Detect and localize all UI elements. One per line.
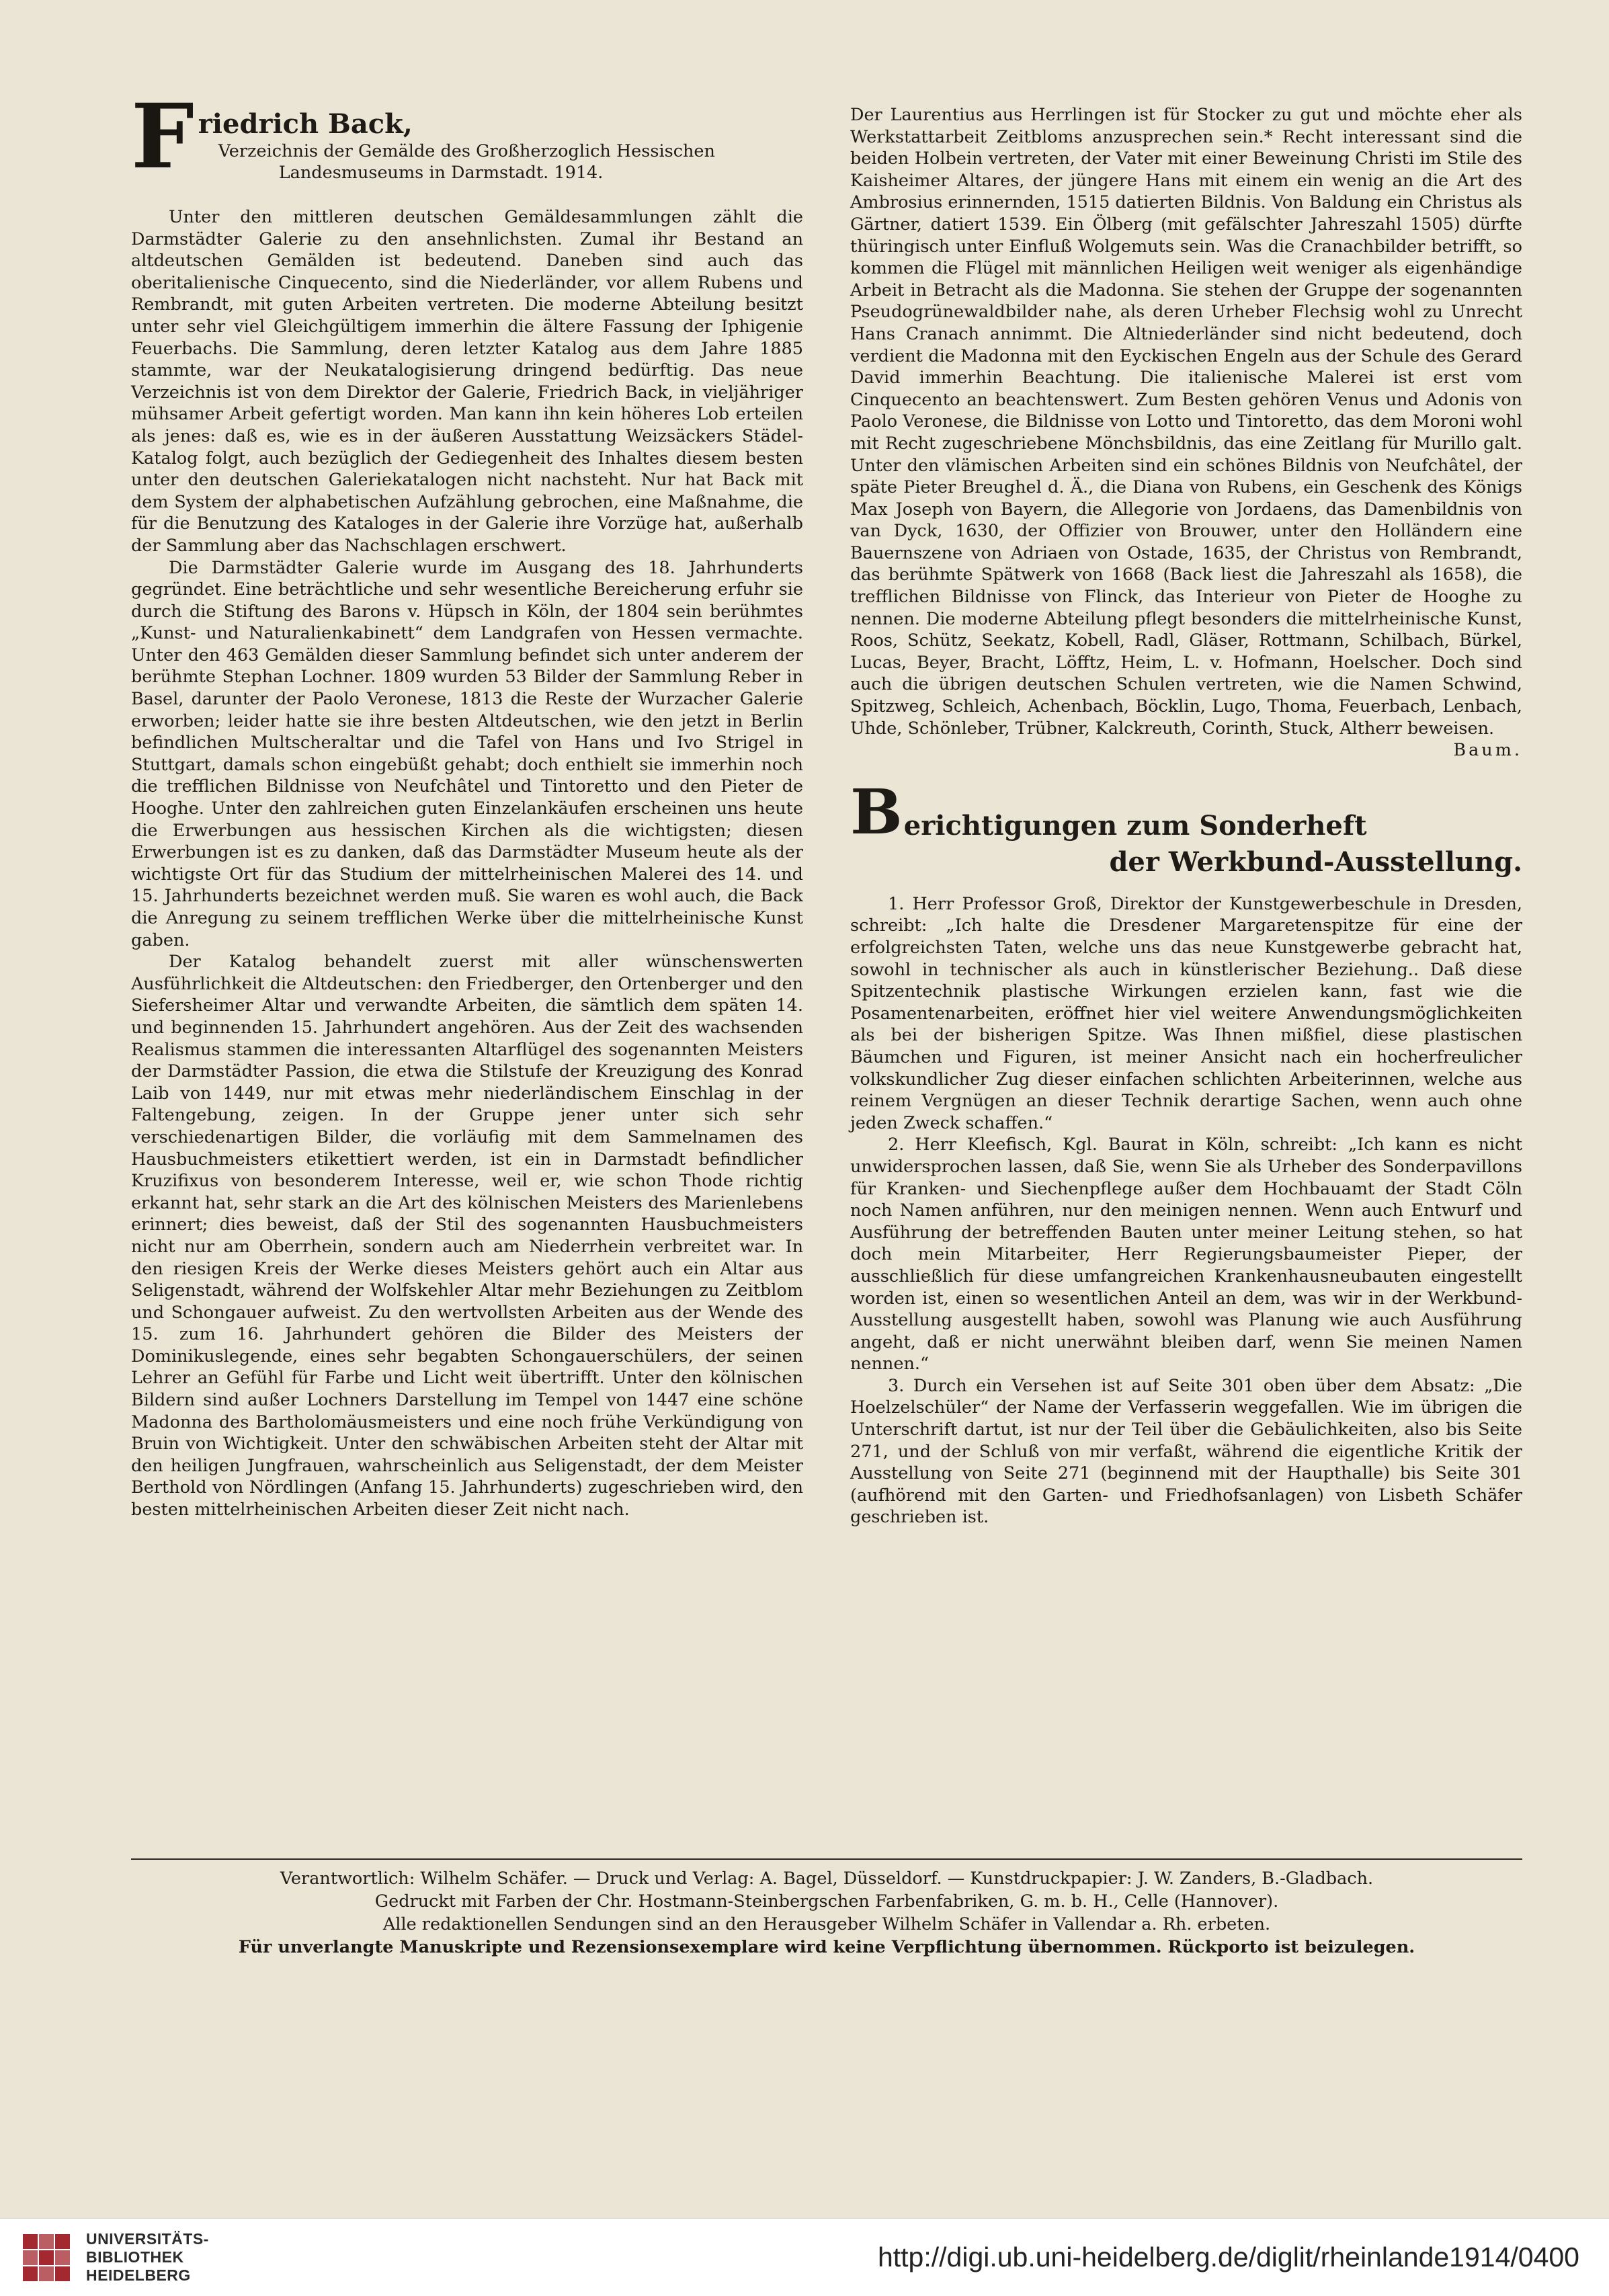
article-subtitle-line-1: Verzeichnis der Gemälde des Großherzoglich Hessischen <box>218 141 715 161</box>
left-column <box>131 85 803 1521</box>
body-paragraph: Die Darmstädter Galerie wurde im Ausgang des 18. Jahrhunderts gegründet. Eine beträchtliche und sehr wesentliche Bereicherung erfuhr sie durch die Stiftung des Barons v. Hüpsch in Köln, der 1804 sein berühmtes „Kunst- und Naturalienkabinett“ dem Landgrafen von Hessen vermachte. Unter den 463 Gemälden dieser Sammlung befindet sich unter anderem der berühmte Stephan Lochner. 1809 wurden 53 Bilder der Sammlung Reber in Basel, darunter der Paolo Veronese, 1813 die Reste der Wurzacher Galerie erworben; leider hatte sie ihre besten Altdeutschen, wie den jetzt in Berlin befindlichen Multscheraltar und die Tafel von Hans und Ivo Strigel in Stuttgart, damals schon eingebüßt gehabt; doch enthielt sie immerhin noch die trefflichen Bildnisse von Neufchâtel und Tintoretto und den Pieter de Hooghe. Unter den zahlreichen guten Einzelankäufen erscheinen uns heute die Erwerbungen aus hessischen Kirchen als die wichtigsten; diesen Erwerbungen ist es zu danken, daß das Darmstädter Museum heute als der wichtigste Ort für das Studium der mittelrheinischen Malerei des 14. und 15. Jahrhunderts bezeichnet werden muß. Sie waren es wohl auch, die Back die Anregung zu seinem trefflichen Werke über die mittelrheinische Kunst gaben. <box>131 557 803 950</box>
article-heading <box>131 85 803 189</box>
drop-initial: F <box>131 85 194 189</box>
imprint-line: Alle redaktionellen Sendungen sind an den Herausgeber Wilhelm Schäfer in Vallendar a. Rh. erbeten. <box>382 1914 1271 1934</box>
imprint-line: Verantwortlich: Wilhelm Schäfer. — Druck und Verlag: A. Bagel, Düsseldorf. — Kunstdruckpapier: J. W. Zanders, B.-Gladbach. <box>280 1869 1374 1889</box>
body-paragraph: Der Katalog behandelt zuerst mit aller wünschenswerten Ausführlichkeit die Altdeutschen: den Friedberger, den Ortenberger und den Siefersheimer Altar und verwandte Arbeiten, die sämtlich dem späten 14. und beginnenden 15. Jahrhundert angehören. Aus der Zeit des wachsenden Realismus stammen die interessanten Altarflügel des sogenannten Meisters der Darmstädter Passion, die etwa die Stilstufe der Kreuzigung des Konrad Laib von 1449, nur mit etwas mehr niederländischem Einschlag in der Faltengebung, zeigen. In der Gruppe jener unter sich sehr verschiedenartigen Bilder, die vorläufig mit dem Sammelnamen des Hausbuchmeisters etikettiert werden, ist ein in Darmstadt befindlicher Kruzifixus von besonderem Interesse, weil er, wie schon Thode richtig erkannt hat, sehr stark an die Art des kölnischen Meisters des Marienlebens erinnert; dies beweist, daß der Stil des sogenannten Hausbuchmeisters nicht nur am Oberrhein, sondern auch am Niederrhein verbreitet war. In den riesigen Kreis der Werke dieses Meisters gehört auch ein Altar aus Seligenstadt, während der Wolfskehler Altar mehr Beziehungen zu Zeitblom und Schongauer aufweist. Zu den wertvollsten Arbeiten aus der Wende des 15. zum 16. Jahrhundert gehören die Bilder des Meisters der Dominikuslegende, eines sehr begabten Schongauerschülers, der seinen Lehrer an Gefühl für Farbe und Licht weit übertrifft. Unter den kölnischen Bildern sind außer Lochners Darstellung im Tempel von 1447 eine schöne Madonna des Bartholomäusmeisters und eine noch frühe Verkündigung von Bruin von Wichtigkeit. Unter den schwäbischen Arbeiten steht der Altar mit den heiligen Jungfrauen, wahrscheinlich aus Seligenstadt, der dem Meister Berthold von Nördlingen (Anfang 15. Jahrhunderts) zugeschrieben wird, den besten mittelrheinischen Arbeiten dieser Zeit nicht nach. <box>131 952 803 1520</box>
body-paragraph: Der Laurentius aus Herrlingen ist für Stocker zu gut und möchte eher als Werkstattarbeit Zeitbloms anzusprechen sein.* Recht interessant sind die beiden Holbein vertreten, der Vater mit einer Beweinung Christi im Stile des Kaisheimer Altares, der jüngere Hans mit einem ein wenig an die Art des Ambrosius erinnernden, 1515 datierten Bildnis. Von Baldung ein Christus als Gärtner, datiert 1539. Ein Ölberg (mit gefälschter Jahreszahl 1505) dürfte thüringisch unter Einfluß Wolgemuts sein. Was die Cranachbilder betrifft, so kommen die Flügel mit männlichen Heiligen weit weniger als eigenhändige Arbeit in Betracht als die Madonna. Sie stehen der Gruppe der sogenannten Pseudogrünewaldbilder nahe, als deren Urheber Flechsig wohl zu Unrecht Hans Cranach annimmt. Die Altniederländer sind nicht bedeutend, doch verdient die Madonna mit den Eyckischen Engeln aus der Schule des Gerard David immerhin Beachtung. Die italienische Malerei ist erst vom Cinquecento an beachtenswert. Zum Besten gehören Venus und Adonis von Paolo Veronese, die Bildnisse von Lotto und Tintoretto, das dem Moroni wohl mit Recht zugeschriebene Mönchsbildnis, das eine Zeitlang für Murillo galt. Unter den vlämischen Arbeiten sind ein schönes Bildnis von Neufchâtel, der späte Pieter Breughel d. Ä., die Diana von Rubens, ein Geschenk des Königs Max Joseph von Bayern, die Allegorie von Jordaens, das Damenbildnis von van Dyck, 1630, der Offizier von Brouwer, unter den Holländern eine Bauernszene von Adriaen von Ostade, 1635, der Christus von Rembrandt, das berühmte Spätwerk von 1668 (Back liest die Jahreszahl als 1658), die trefflichen Bildnisse von Flinck, das Interieur von Pieter de Hooghe zu nennen. Die moderne Abteilung pflegt besonders die mittelrheinische Kunst, Roos, Schütz, Seekatz, Kobell, Radl, Gläser, Rottmann, Schilbach, Bürkel, Lucas, Beyer, Bracht, Löfftz, Heim, L. v. Hofmann, Hoelscher. Doch sind auch die übrigen deutschen Schulen vertreten, wie die Namen Schwind, Spitzweg, Schleich, Achenbach, Böcklin, Lugo, Thoma, Feuerbach, Lenbach, Uhde, Schönleber, Trübner, Kalckreuth, Corinth, Stuck, Altherr beweisen. <box>850 105 1522 739</box>
imprint-line: Gedruckt mit Farben der Chr. Hostmann-Steinbergschen Farbenfabriken, G. m. b. H., Celle (Hannover). <box>374 1891 1279 1912</box>
correction-paragraph: 2. Herr Kleefisch, Kgl. Baurat in Köln, schreibt: „Ich kann es nicht unwidersprochen lassen, daß Sie, wenn Sie als Urheber des Sonderpavillons für Kranken- und Siechenpflege außer dem Hochbauamt der Stadt Cöln noch Namen anführen, nur den meinigen nennen. Wenn auch Entwurf und Ausführung der betreffenden Bauten unter meiner Leitung stehen, so hat doch mein Mitarbeiter, Herr Regierungsbaumeister Pieper, der ausschließlich für diese umfangreichen Krankenhausneubauten eingestellt worden ist, einen so wesentlichen Anteil an dem, was wir in der Werkbund-Ausstellung ausgestellt haben, sowohl was Planung wie auch Ausführung angeht, daß er nicht unerwähnt bleiben darf, wenn Sie meinen Namen nennen.“ <box>850 1135 1522 1375</box>
body-paragraph: Unter den mittleren deutschen Gemäldesammlungen zählt die Darmstädter Galerie zu den ansehnlichsten. Zumal ihr Bestand an altdeutschen Gemälden ist bedeutend. Daneben sind auch das oberitalienische Cinquecento, sind die Niederländer, vor allem Rubens und Rembrandt, mit guten Arbeiten vertreten. Die moderne Abteilung besitzt unter sehr viel Gleichgültigem immerhin die ältere Fassung der Iphigenie Feuerbachs. Die Sammlung, deren letzter Katalog aus dem Jahre 1885 stammte, war der Neukatalogisierung dringend bedürftig. Das neue Verzeichnis ist von dem Direktor der Galerie, Friedrich Back, in vieljähriger mühsamer Arbeit gefertigt worden. Man kann ihn kein höheres Lob erteilen als jenes: daß es, wie es in der äußeren Ausstattung Weizsäckers Städel-Katalog folgt, auch bezüglich der Gediegenheit des Inhaltes diesem besten unter den deutschen Galeriekatalogen nicht nachsteht. Nur hat Back mit dem System der alphabetischen Aufzählung gebrochen, eine Maßnahme, die für die Benutzung des Kataloges in der Galerie ihre Vorzüge hat, außerhalb der Sammlung aber das Nachschlagen erschwert. <box>131 207 803 556</box>
library-logo[interactable] <box>19 2230 209 2285</box>
corrections-title-line-1: erichtigungen zum Sonderheft <box>903 809 1367 842</box>
corrections-title-line-2: der Werkbund-Ausstellung. <box>1109 846 1522 878</box>
permalink-url[interactable]: http://digi.ub.uni-heidelberg.de/diglit/rheinlande1914/0400 <box>877 2242 1579 2272</box>
logo-text-line: UNIVERSITÄTS- <box>86 2230 209 2248</box>
author-signature: Baum. <box>1453 740 1522 761</box>
logo-text-line: BIBLIOTHEK <box>86 2248 184 2266</box>
drop-initial: B <box>850 775 903 848</box>
viewer-footer <box>0 2218 1609 2296</box>
correction-paragraph: 3. Durch ein Versehen ist auf Seite 301 oben über dem Absatz: „Die Hoelzelschüler“ der Name der Verfasserin weggefallen. Wie im übrigen die Unterschrift dartut, ist nur der Teil über die Gebäulichkeiten, also bis Seite 271, und der Schluß von mir verfaßt, während die eigentliche Kritik der Ausstellung von Seite 271 (beginnend mit der Haupthalle) bis Seite 301 (aufhörend mit den Garten- und Friedhofsanlagen) von Lisbeth Schäfer geschrieben ist. <box>850 1375 1522 1528</box>
correction-paragraph: 1. Herr Professor Groß, Direktor der Kunstgewerbeschule in Dresden, schreibt: „Ich halte die Dresdener Margaretenspitze für eine der erfolgreichsten Taten, welche uns das neue Kunstgewerbe gebracht hat, sowohl in technischer als auch in künstlerischer Beziehung.. Daß diese Spitzentechnik plastische Wirkungen erzielen kann, fast wie die Posamentenarbeiten, eröffnet hier viel weitere Anwendungsmöglichkeiten als bei der bisherigen Spitze. Was Ihnen mißfiel, diese plastischen Bäumchen und Figuren, ist meiner Ansicht nach ein hocherfreulicher volkskundlicher Zug dieser einfachen schlichten Arbeiterinnen, welche aus reinem Vergnügen an dieser Technik derartige Sachen, wenn auch ohne jeden Zweck schaffen.“ <box>850 893 1522 1133</box>
article-subtitle-line-2: Landesmuseums in Darmstadt. 1914. <box>278 163 604 183</box>
library-emblem-icon <box>19 2230 74 2285</box>
imprint-line: Für unverlangte Manuskripte und Rezensionsexemplare wird keine Verpflichtung übernommen. Rückporto ist beizulegen. <box>238 1937 1415 1957</box>
imprint-divider <box>131 1858 1522 1860</box>
right-column <box>850 104 1522 1528</box>
corrections-heading <box>850 775 1522 878</box>
imprint <box>131 1867 1522 1959</box>
logo-text-line: HEIDELBERG <box>86 2266 191 2284</box>
article-title: riedrich Back, <box>198 108 413 140</box>
